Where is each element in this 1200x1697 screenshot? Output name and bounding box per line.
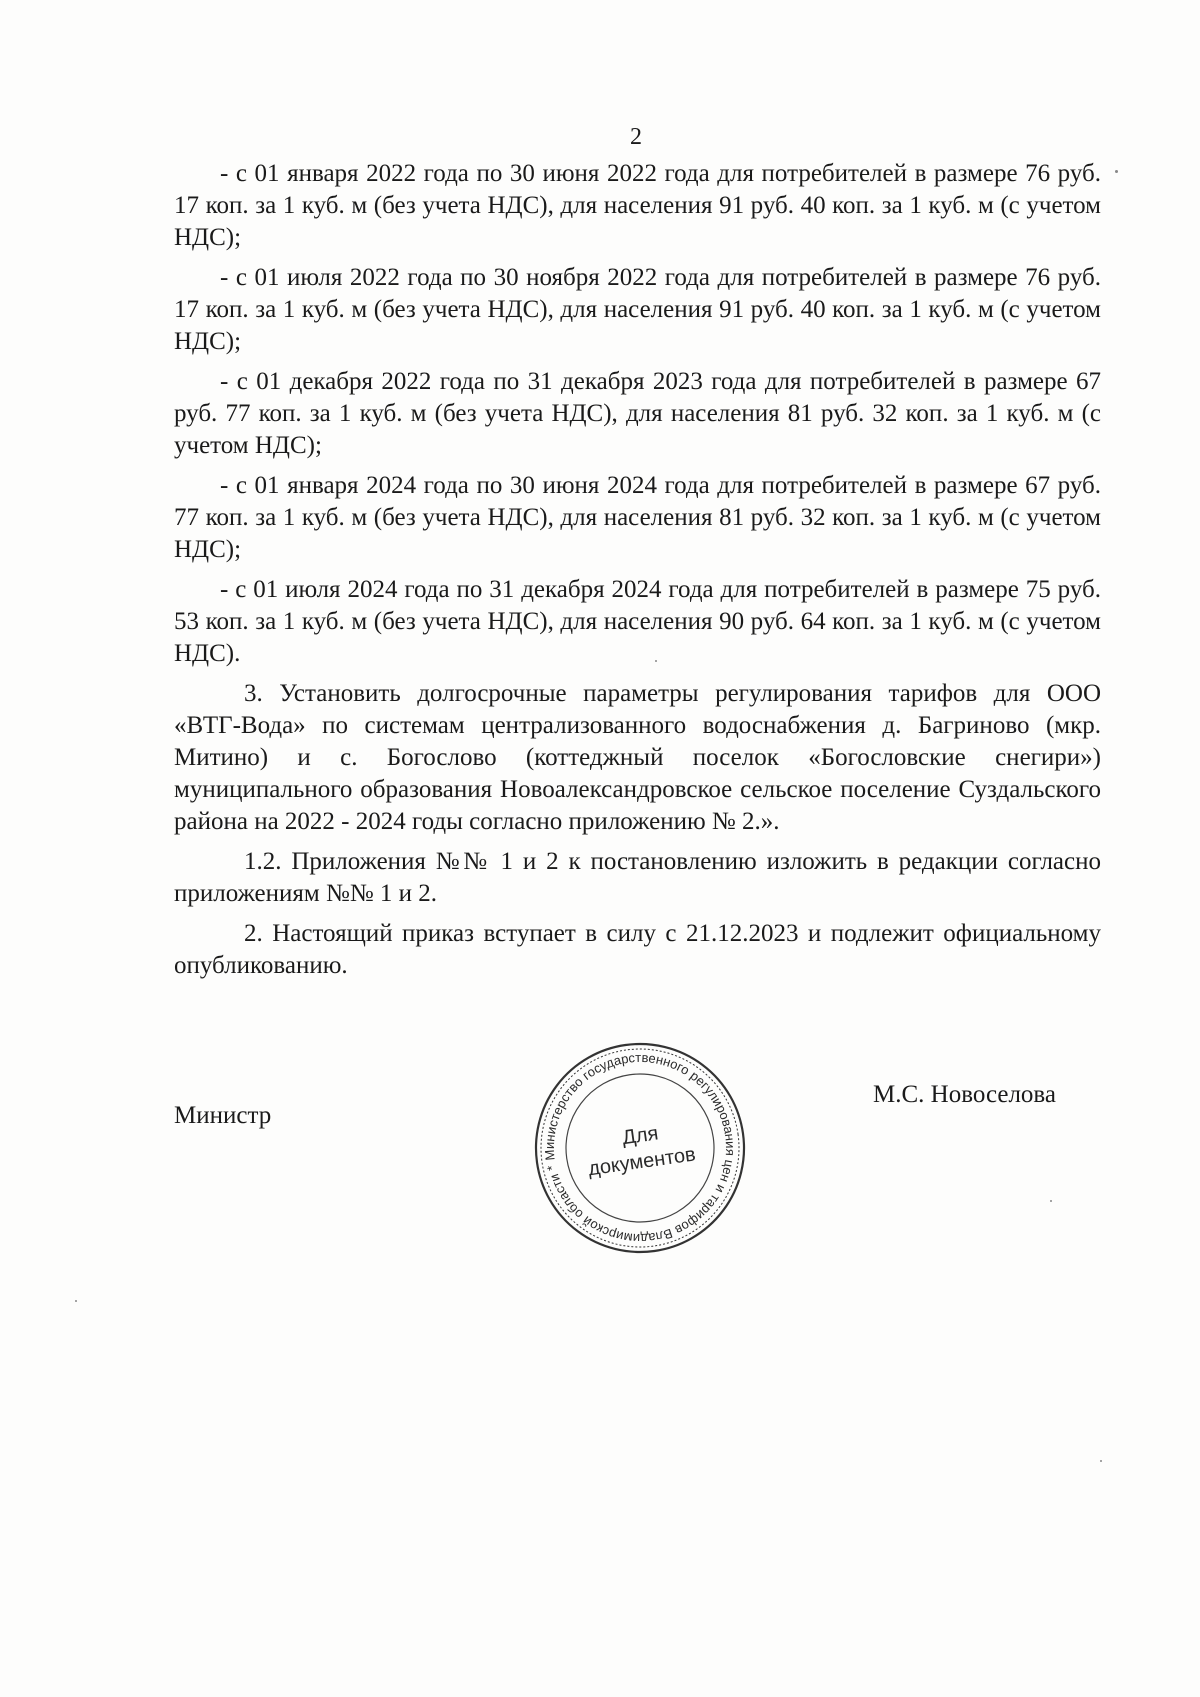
seal-dotted-ring — [528, 1036, 752, 1260]
tariff-period-3: - с 01 декабря 2022 года по 31 декабря 2023 года для потребителей в размере 67 руб. 77 коп. за 1 куб. м (без учета НДС), для населения 81 руб. 32 коп. за 1 куб. м (с учетом НДС); — [174, 368, 1101, 459]
scan-speck — [75, 1300, 77, 1302]
page-number: 2 — [630, 124, 642, 150]
document-body — [174, 158, 1101, 990]
tariff-period-5: - с 01 июля 2024 года по 31 декабря 2024 года для потребителей в размере 75 руб. 53 коп. за 1 куб. м (без учета НДС), для населения 90 руб. 64 коп. за 1 куб. м (с учетом НДС). — [174, 576, 1101, 667]
seal-inner-ring — [556, 1064, 723, 1231]
seal-outer-ring — [523, 1031, 758, 1266]
signatory-name: М.С. Новоселова — [872, 1081, 1056, 1108]
scan-speck — [1115, 170, 1118, 173]
tariff-period-2: - с 01 июля 2022 года по 30 ноября 2022 года для потребителей в размере 76 руб. 17 коп. за 1 куб. м (без учета НДС), для населения 91 руб. 40 коп. за 1 куб. м (с учетом НДС); — [174, 264, 1101, 355]
seal-center-line1: Для — [620, 1122, 660, 1150]
clause-3: 3. Установить долгосрочные параметры регулирования тарифов для ООО «ВТГ-Вода» по системам централизованного водоснабжения д. Багриново (мкр. Митино) и с. Богослово (коттеджный поселок «Богословские снегири») муниципального образования Новоалександровское сельское поселение Суздальского района на 2022 - 2024 годы согласно приложению № 2.». — [174, 680, 1101, 835]
seal-ring-text: Министерство государственного регулирования цен и тарифов Владимирской области * — [541, 1049, 739, 1247]
signatory-title: Министр — [174, 1102, 272, 1129]
seal-center-line2: документов — [586, 1143, 698, 1181]
scan-speck — [1050, 1200, 1052, 1202]
scan-speck — [655, 660, 657, 662]
scan-speck — [1100, 1460, 1102, 1462]
seal-graphic — [516, 1024, 764, 1272]
clause-2: 2. Настоящий приказ вступает в силу с 21.12.2023 и подлежит официальному опубликованию. — [174, 920, 1101, 979]
clause-1-2: 1.2. Приложения №№ 1 и 2 к постановлению изложить в редакции согласно приложениям №№ 1 и 2. — [174, 848, 1101, 907]
official-seal — [530, 1038, 750, 1258]
tariff-period-1: - с 01 января 2022 года по 30 июня 2022 года для потребителей в размере 76 руб. 17 коп. за 1 куб. м (без учета НДС), для населения 91 руб. 40 коп. за 1 куб. м (с учетом НДС); — [174, 160, 1101, 251]
tariff-period-4: - с 01 января 2024 года по 30 июня 2024 года для потребителей в размере 67 руб. 77 коп. за 1 куб. м (без учета НДС), для населения 81 руб. 32 коп. за 1 куб. м (с учетом НДС); — [174, 472, 1101, 563]
